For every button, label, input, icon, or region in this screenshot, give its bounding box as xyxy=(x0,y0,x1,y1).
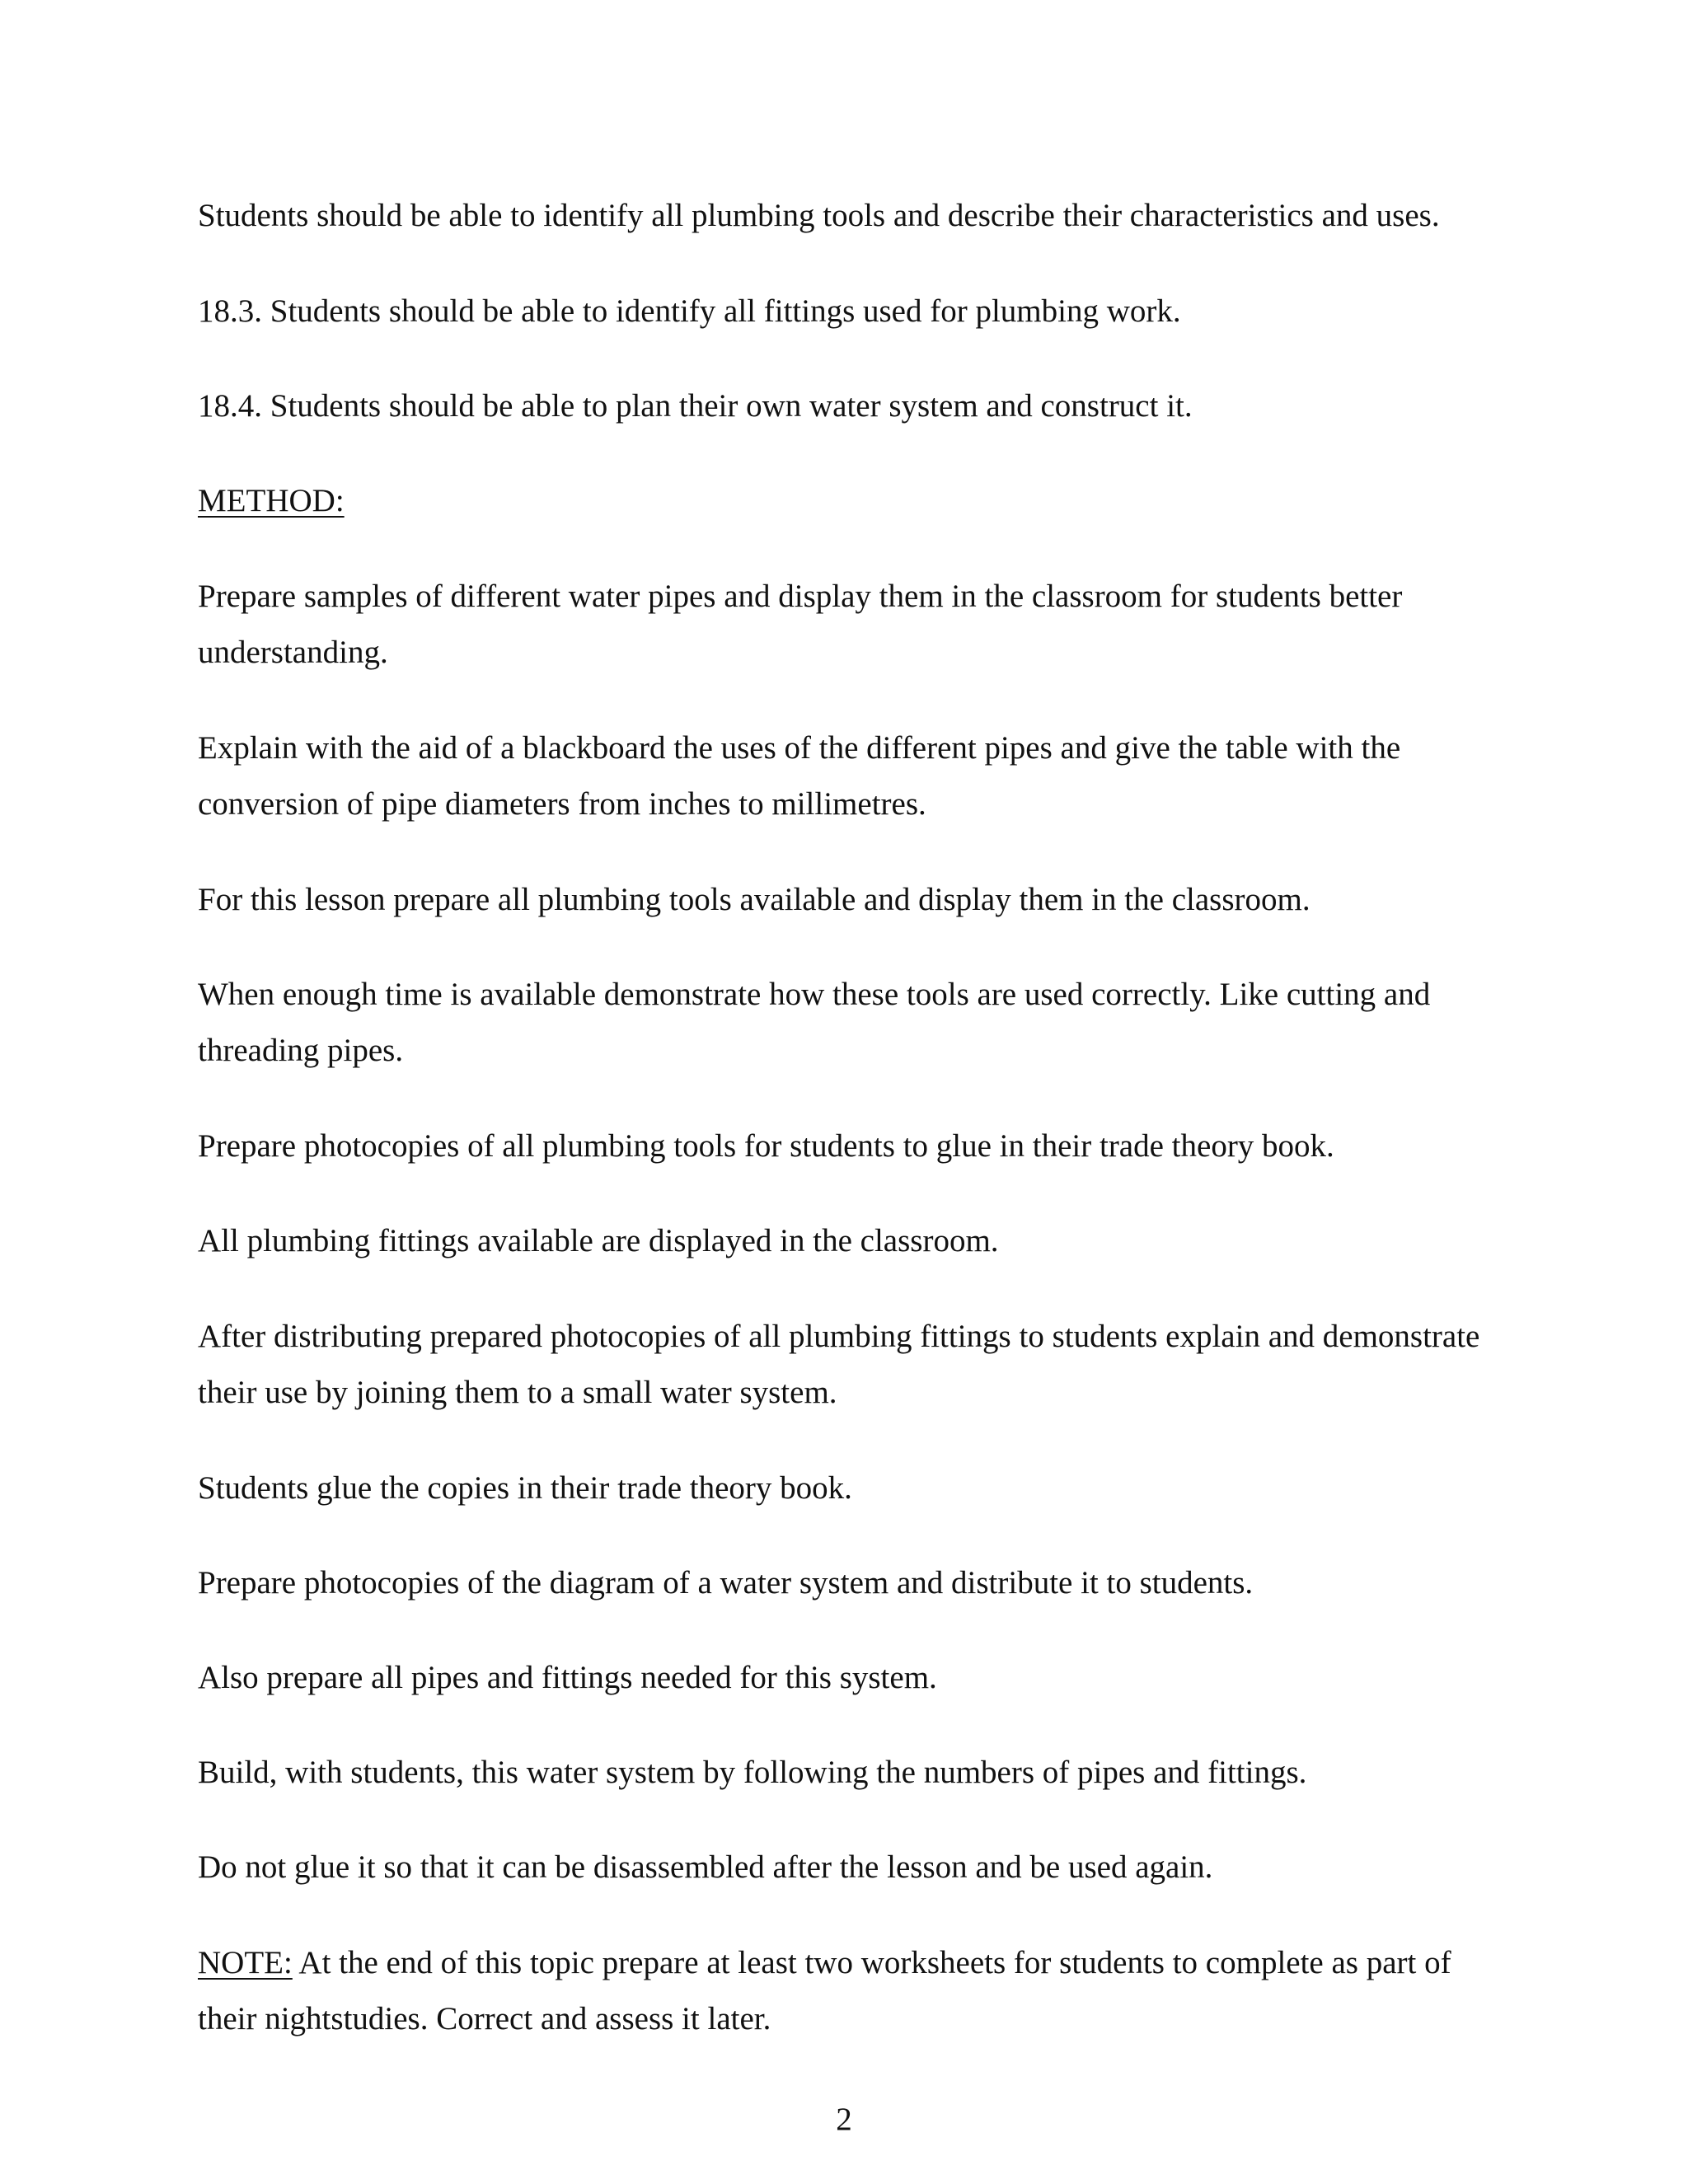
method-diagram-photocopies-paragraph: Prepare photocopies of the diagram of a water system and distribute it to students. xyxy=(198,1565,1254,1601)
method-tools-display-paragraph: For this lesson prepare all plumbing tools available and display them in the classroom. xyxy=(198,882,1311,917)
method-demonstrate-paragraph: When enough time is available demonstrate how these tools are used correctly. Like cutting and threading pipes. xyxy=(198,977,1431,1068)
method-blackboard-paragraph: Explain with the aid of a blackboard the uses of the different pipes and give the table with the conversion of pipe diameters from inches to millimetres. xyxy=(198,730,1401,822)
method-pipes-samples-paragraph: Prepare samples of different water pipes and display them in the classroom for students better understanding. xyxy=(198,579,1403,670)
note-label: NOTE: xyxy=(198,1945,293,1980)
method-do-not-glue-paragraph: Do not glue it so that it can be disassembled after the lesson and be used again. xyxy=(198,1849,1213,1885)
method-heading: METHOD: xyxy=(198,483,345,518)
method-build-system-paragraph: Build, with students, this water system by following the numbers of pipes and fittings. xyxy=(198,1755,1307,1790)
method-prepare-pipes-paragraph: Also prepare all pipes and fittings needed for this system. xyxy=(198,1660,937,1695)
method-tools-photocopies-paragraph: Prepare photocopies of all plumbing tools for students to glue in their trade theory book. xyxy=(198,1128,1334,1164)
note-text: At the end of this topic prepare at least two worksheets for students to complete as part of their nightstudies. Correct and assess it later. xyxy=(198,1945,1451,2036)
objective-18-4-paragraph: 18.4. Students should be able to plan their own water system and construct it. xyxy=(198,388,1193,424)
method-fittings-photocopies-paragraph: After distributing prepared photocopies of all plumbing fittings to students explain and demonstrate their use by joining them to a small water system. xyxy=(198,1319,1480,1410)
page-number: 2 xyxy=(836,2102,852,2137)
method-glue-copies-paragraph: Students glue the copies in their trade theory book. xyxy=(198,1470,852,1506)
objective-18-3-paragraph: 18.3. Students should be able to identify all fittings used for plumbing work. xyxy=(198,293,1181,329)
note-paragraph xyxy=(198,1935,1517,2047)
method-fittings-display-paragraph: All plumbing fittings available are displayed in the classroom. xyxy=(198,1223,999,1258)
objective-tools-paragraph: Students should be able to identify all plumbing tools and describe their characteristics and uses. xyxy=(198,198,1440,233)
